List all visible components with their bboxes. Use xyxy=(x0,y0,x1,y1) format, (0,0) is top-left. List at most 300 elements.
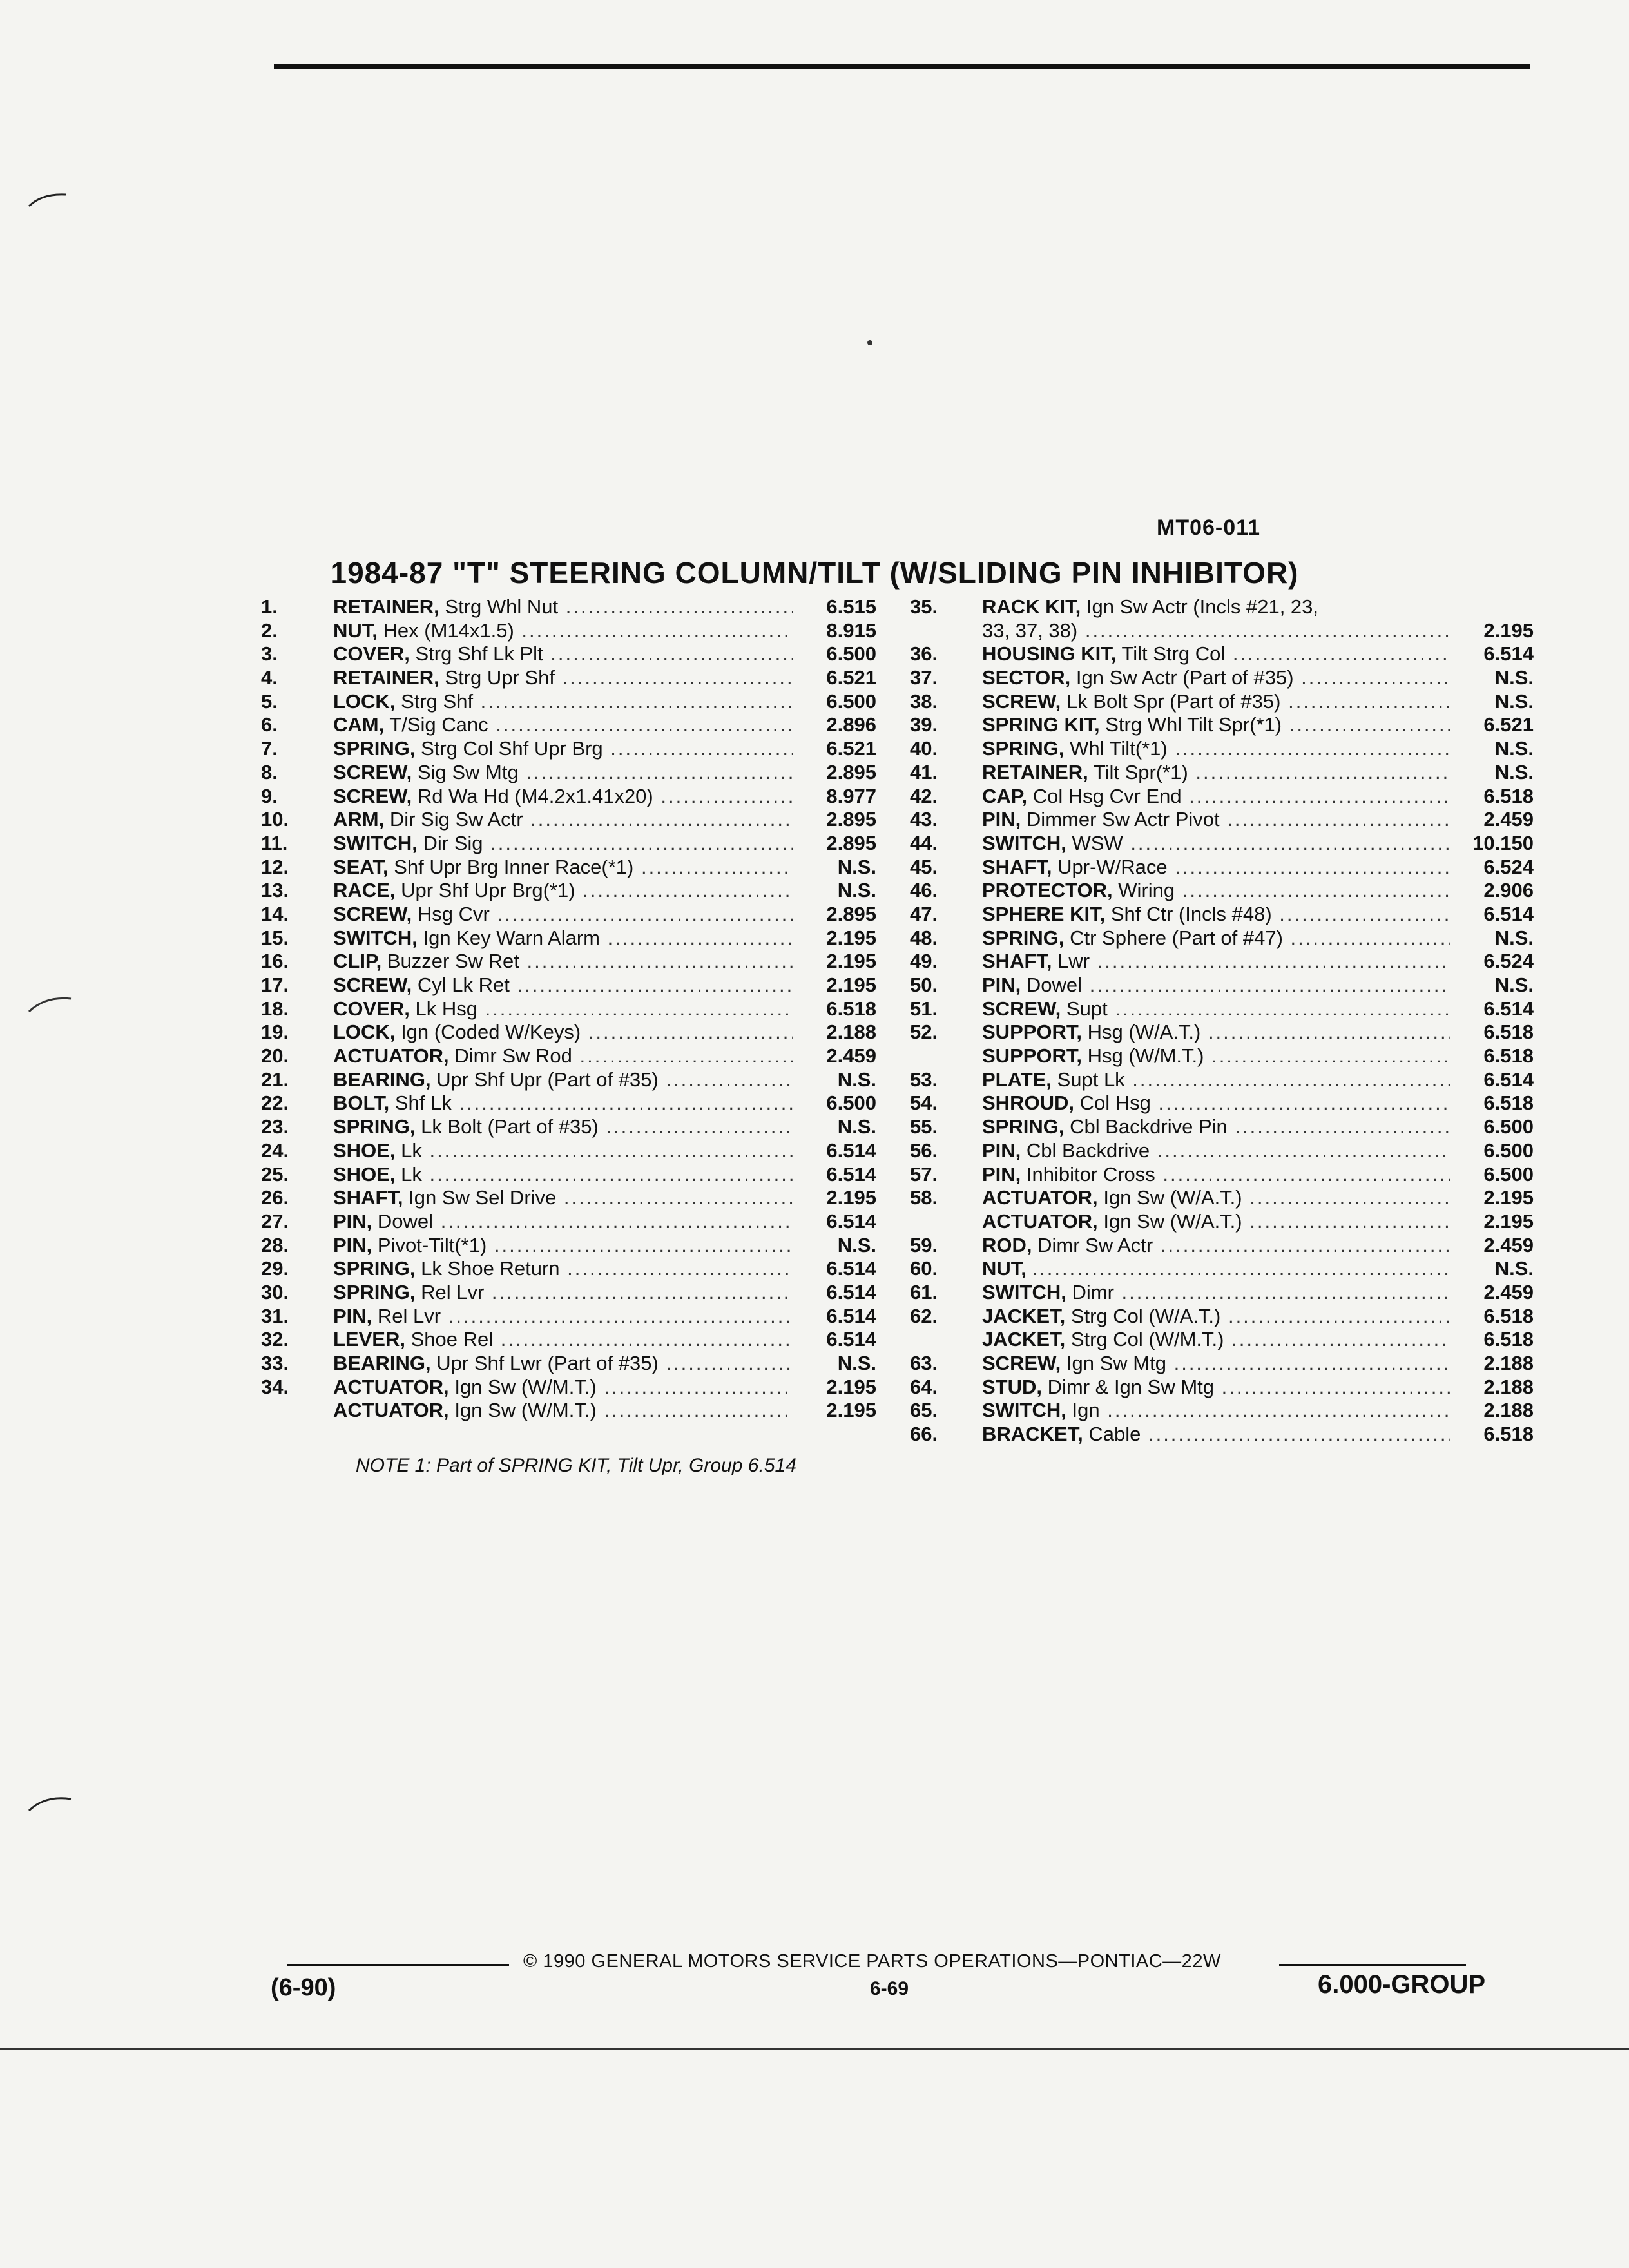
part-description xyxy=(333,761,793,784)
group-number: 2.195 xyxy=(1483,619,1534,642)
part-name: SHAFT, xyxy=(333,1186,403,1209)
part-name: CLIP, xyxy=(333,950,382,973)
part-row xyxy=(910,619,1534,643)
part-description xyxy=(333,856,793,879)
bottom-rule xyxy=(0,2048,1629,2050)
scan-mark xyxy=(26,992,77,1018)
part-number: 3. xyxy=(261,642,278,666)
group-number: 6.500 xyxy=(1483,1115,1534,1139)
part-row xyxy=(910,1186,1534,1210)
part-desc-text: Strg Col Shf Upr Brg xyxy=(421,737,603,760)
group-number: 6.514 xyxy=(1483,642,1534,666)
part-number: 53. xyxy=(910,1068,938,1091)
part-name: SPRING, xyxy=(982,1115,1065,1139)
part-desc-text: Ctr Sphere (Part of #47) xyxy=(1070,926,1283,949)
part-name: LEVER, xyxy=(333,1328,405,1351)
group-number: 2.188 xyxy=(826,1021,876,1044)
part-name: RETAINER, xyxy=(982,760,1088,783)
part-name: HOUSING KIT, xyxy=(982,642,1117,666)
part-number: 66. xyxy=(910,1423,938,1446)
part-description xyxy=(982,832,1450,855)
footer-date: (6-90) xyxy=(271,1974,336,2001)
part-name: SUPPORT, xyxy=(982,1044,1083,1068)
part-row xyxy=(261,1115,876,1139)
group-number: 8.915 xyxy=(826,619,876,642)
part-desc-text: Cbl Backdrive Pin xyxy=(1070,1115,1228,1139)
part-description xyxy=(333,1091,793,1115)
part-desc-text: 33, 37, 38) xyxy=(982,619,1078,642)
part-description xyxy=(982,595,1450,619)
part-desc-text: Whl Tilt(*1) xyxy=(1070,737,1168,760)
part-number: 39. xyxy=(910,713,938,736)
part-row xyxy=(910,903,1534,927)
group-number: N.S. xyxy=(1494,1257,1534,1280)
part-row xyxy=(261,974,876,997)
part-row xyxy=(261,1305,876,1329)
part-number: 58. xyxy=(910,1186,938,1209)
part-number: 55. xyxy=(910,1115,938,1139)
part-number: 45. xyxy=(910,855,938,878)
group-number: 8.977 xyxy=(826,784,876,807)
part-desc-text: Strg Col (W/A.T.) xyxy=(1070,1304,1221,1327)
part-row xyxy=(910,1068,1534,1092)
part-number: 37. xyxy=(910,666,938,689)
scan-mark xyxy=(26,1791,77,1817)
part-row xyxy=(910,1399,1534,1423)
part-desc-text: Ign Sw (W/M.T.) xyxy=(454,1375,597,1398)
part-desc-text: Ign Sw Sel Drive xyxy=(409,1186,557,1209)
part-number: 7. xyxy=(261,737,278,760)
part-number: 36. xyxy=(910,642,938,666)
part-row xyxy=(261,903,876,927)
part-row xyxy=(261,879,876,903)
part-number: 30. xyxy=(261,1280,289,1303)
part-description xyxy=(333,1139,793,1162)
part-number: 35. xyxy=(910,595,938,618)
group-number: N.S. xyxy=(1494,689,1534,713)
part-description xyxy=(982,808,1450,831)
part-desc-text: Wiring xyxy=(1118,879,1175,902)
part-number: 62. xyxy=(910,1304,938,1327)
part-name: PIN, xyxy=(982,974,1021,996)
part-desc-text: Dimmer Sw Actr Pivot xyxy=(1026,808,1220,831)
parts-list-right xyxy=(910,595,1534,1446)
part-name: JACKET, xyxy=(982,1304,1066,1327)
part-description xyxy=(333,1234,793,1257)
part-name: STUD, xyxy=(982,1375,1042,1398)
part-number: 23. xyxy=(261,1115,289,1139)
part-desc-text: Dimr Sw Rod xyxy=(454,1044,572,1068)
part-number: 16. xyxy=(261,950,289,973)
part-desc-text: Ign Sw Actr (Part of #35) xyxy=(1075,666,1294,689)
part-name: SHOE, xyxy=(333,1139,396,1162)
part-row xyxy=(261,1186,876,1210)
part-name: SPRING, xyxy=(982,737,1065,760)
part-desc-text: Dir Sig Sw Actr xyxy=(389,808,523,831)
part-row xyxy=(910,974,1534,997)
part-name: PROTECTOR, xyxy=(982,879,1113,902)
group-number: 2.195 xyxy=(826,974,876,996)
part-desc-text: Lk Bolt Spr (Part of #35) xyxy=(1066,689,1281,713)
part-description xyxy=(333,997,793,1021)
part-name: BOLT, xyxy=(333,1091,390,1115)
group-number: 10.150 xyxy=(1472,831,1534,854)
group-number: 6.518 xyxy=(1483,1423,1534,1446)
part-row xyxy=(261,713,876,737)
group-number: N.S. xyxy=(1494,974,1534,996)
part-desc-text: Rel Lvr xyxy=(421,1280,485,1303)
part-description xyxy=(982,1376,1450,1399)
part-number: 2. xyxy=(261,619,278,642)
part-number: 14. xyxy=(261,902,289,925)
part-name: RETAINER, xyxy=(333,595,439,618)
part-number: 5. xyxy=(261,689,278,713)
part-name: SPRING KIT, xyxy=(982,713,1100,736)
part-number: 20. xyxy=(261,1044,289,1068)
group-number: 6.514 xyxy=(826,1328,876,1351)
part-desc-text: Lk Shoe Return xyxy=(421,1257,560,1280)
part-number: 11. xyxy=(261,831,288,854)
part-number: 15. xyxy=(261,926,289,949)
group-number: 2.895 xyxy=(826,760,876,783)
part-name: JACKET, xyxy=(982,1328,1066,1351)
part-description xyxy=(982,761,1450,784)
group-number: N.S. xyxy=(837,1352,876,1374)
part-description xyxy=(333,737,793,760)
group-number: 6.514 xyxy=(826,1162,876,1186)
part-desc-text: Supt Lk xyxy=(1057,1068,1125,1091)
group-number: 6.500 xyxy=(1483,1162,1534,1186)
part-row xyxy=(261,1021,876,1044)
part-name: SWITCH, xyxy=(982,1280,1066,1303)
part-row xyxy=(261,856,876,879)
part-row xyxy=(910,1021,1534,1044)
part-name: SPRING, xyxy=(333,737,416,760)
part-description xyxy=(333,832,793,855)
part-row xyxy=(261,690,876,714)
part-description xyxy=(982,950,1450,973)
part-desc-text: Col Hsg xyxy=(1079,1091,1151,1115)
group-number: 6.514 xyxy=(1483,902,1534,925)
part-description xyxy=(333,927,793,950)
part-description xyxy=(982,1044,1450,1068)
group-number: 6.524 xyxy=(1483,855,1534,878)
part-name: SCREW, xyxy=(982,689,1061,713)
scan-mark xyxy=(866,339,875,348)
part-desc-text: T/Sig Canc xyxy=(389,713,488,736)
group-number: 6.514 xyxy=(826,1209,876,1233)
group-number: N.S. xyxy=(1494,737,1534,760)
part-name: SWITCH, xyxy=(982,831,1066,854)
group-number: 2.459 xyxy=(1483,1280,1534,1303)
part-desc-text: Ign Sw Mtg xyxy=(1066,1352,1166,1374)
part-row xyxy=(261,1281,876,1305)
part-description xyxy=(333,1186,793,1209)
group-number: 6.518 xyxy=(1483,1021,1534,1044)
group-number: 6.514 xyxy=(1483,997,1534,1020)
group-number: 6.521 xyxy=(1483,713,1534,736)
part-number: 17. xyxy=(261,974,289,996)
part-name: SPRING, xyxy=(333,1115,416,1139)
part-name: PIN, xyxy=(982,1139,1021,1162)
part-number: 56. xyxy=(910,1139,938,1162)
group-number: 6.521 xyxy=(826,666,876,689)
part-name: ACTUATOR, xyxy=(982,1209,1098,1233)
group-number: 6.521 xyxy=(826,737,876,760)
part-number: 27. xyxy=(261,1209,289,1233)
part-row xyxy=(261,1399,876,1423)
part-description xyxy=(982,619,1450,642)
part-number: 51. xyxy=(910,997,938,1020)
part-name: COVER, xyxy=(333,642,410,666)
part-description xyxy=(982,1210,1450,1233)
footer-group: 6.000-GROUP xyxy=(1318,1970,1486,1999)
part-row xyxy=(261,927,876,950)
part-number: 31. xyxy=(261,1304,289,1327)
part-row xyxy=(910,856,1534,879)
part-description xyxy=(982,737,1450,760)
part-name: SUPPORT, xyxy=(982,1021,1083,1044)
part-row xyxy=(261,642,876,666)
top-rule xyxy=(274,64,1530,69)
part-desc-text: Lk Hsg xyxy=(415,997,477,1020)
part-description xyxy=(982,1139,1450,1162)
part-number: 24. xyxy=(261,1139,289,1162)
part-desc-text: Hsg (W/A.T.) xyxy=(1087,1021,1201,1044)
part-desc-text: Sig Sw Mtg xyxy=(417,760,519,783)
part-name: SPHERE KIT, xyxy=(982,902,1106,925)
part-desc-text: Dir Sig xyxy=(423,831,483,854)
part-name: LOCK, xyxy=(333,1021,396,1044)
part-desc-text: Rd Wa Hd (M4.2x1.41x20) xyxy=(417,784,653,807)
part-description xyxy=(333,903,793,926)
part-description xyxy=(333,1376,793,1399)
group-number: 6.518 xyxy=(1483,1328,1534,1351)
part-name: RACE, xyxy=(333,879,396,902)
part-desc-text: Dowel xyxy=(1026,974,1083,996)
part-row xyxy=(261,1044,876,1068)
group-number: 6.515 xyxy=(826,595,876,618)
group-number: 2.895 xyxy=(826,831,876,854)
part-number: 4. xyxy=(261,666,278,689)
part-row xyxy=(261,1328,876,1352)
part-row xyxy=(261,1091,876,1115)
part-description xyxy=(333,1281,793,1304)
part-name: PIN, xyxy=(982,808,1021,831)
group-number: 2.195 xyxy=(1483,1186,1534,1209)
part-name: SCREW, xyxy=(982,1352,1061,1374)
group-number: 2.896 xyxy=(826,713,876,736)
part-description xyxy=(333,1352,793,1375)
part-row xyxy=(910,713,1534,737)
part-number: 1. xyxy=(261,595,278,618)
part-name: RETAINER, xyxy=(333,666,439,689)
group-number: 2.195 xyxy=(826,1186,876,1209)
part-number: 21. xyxy=(261,1068,289,1091)
part-row xyxy=(261,808,876,832)
part-description xyxy=(982,1068,1450,1091)
part-row xyxy=(910,879,1534,903)
part-row xyxy=(910,1305,1534,1329)
part-desc-text: Supt xyxy=(1066,997,1108,1020)
part-row xyxy=(910,1352,1534,1376)
part-description xyxy=(333,690,793,713)
group-number: 2.895 xyxy=(826,808,876,831)
part-name: PIN, xyxy=(333,1209,372,1233)
part-description xyxy=(333,666,793,689)
part-row xyxy=(910,1376,1534,1399)
part-desc-text: Shf Upr Brg Inner Race(*1) xyxy=(394,855,634,878)
part-desc-text: Ign Sw Actr (Incls #21, 23, xyxy=(1086,595,1319,618)
part-number: 50. xyxy=(910,974,938,996)
part-desc-text: Hex (M14x1.5) xyxy=(383,619,514,642)
part-description xyxy=(333,1115,793,1139)
part-desc-text: Lk xyxy=(401,1162,422,1186)
part-description xyxy=(982,1305,1450,1328)
part-description xyxy=(982,997,1450,1021)
part-number: 10. xyxy=(261,808,289,831)
part-description xyxy=(982,903,1450,926)
part-desc-text: Upr Shf Lwr (Part of #35) xyxy=(436,1352,659,1374)
part-row xyxy=(910,832,1534,856)
part-desc-text: Lwr xyxy=(1057,950,1090,973)
part-desc-text: Hsg Cvr xyxy=(417,902,490,925)
part-row xyxy=(261,619,876,643)
part-desc-text: Tilt Strg Col xyxy=(1121,642,1226,666)
part-desc-text: Strg Whl Nut xyxy=(445,595,559,618)
part-desc-text: Tilt Spr(*1) xyxy=(1093,760,1188,783)
part-row xyxy=(910,808,1534,832)
part-name: SEAT, xyxy=(333,855,389,878)
group-number: 2.188 xyxy=(1483,1399,1534,1422)
group-number: 2.195 xyxy=(826,950,876,973)
part-desc-text: Shf Lk xyxy=(394,1091,452,1115)
part-name: PIN, xyxy=(333,1233,372,1256)
part-name: CAM, xyxy=(333,713,385,736)
part-description xyxy=(982,974,1450,997)
group-number: 2.459 xyxy=(826,1044,876,1068)
part-name: ACTUATOR, xyxy=(333,1375,449,1398)
part-name: COVER, xyxy=(333,997,410,1020)
part-number: 25. xyxy=(261,1162,289,1186)
part-name: ROD, xyxy=(982,1233,1032,1256)
part-row xyxy=(910,1234,1534,1258)
part-description xyxy=(982,1091,1450,1115)
part-description xyxy=(333,1328,793,1351)
part-desc-text: Ign Key Warn Alarm xyxy=(423,926,601,949)
part-description xyxy=(982,1257,1450,1280)
part-number: 13. xyxy=(261,879,289,902)
group-number: 2.459 xyxy=(1483,808,1534,831)
part-row xyxy=(261,950,876,974)
part-description xyxy=(982,1328,1450,1351)
group-number: 6.500 xyxy=(826,689,876,713)
part-number: 57. xyxy=(910,1162,938,1186)
part-desc-text: Upr-W/Race xyxy=(1057,855,1168,878)
part-number: 40. xyxy=(910,737,938,760)
part-description xyxy=(333,595,793,619)
part-description xyxy=(982,879,1450,902)
part-description xyxy=(982,1186,1450,1209)
group-number: 6.518 xyxy=(1483,1304,1534,1327)
part-number: 29. xyxy=(261,1257,289,1280)
part-row xyxy=(261,1068,876,1092)
part-name: SHAFT, xyxy=(982,950,1052,973)
group-number: 2.188 xyxy=(1483,1375,1534,1398)
part-number: 19. xyxy=(261,1021,289,1044)
part-name: LOCK, xyxy=(333,689,396,713)
scan-mark xyxy=(26,187,71,213)
part-description xyxy=(982,1423,1450,1446)
part-number: 43. xyxy=(910,808,938,831)
part-number: 28. xyxy=(261,1233,289,1256)
part-name: BEARING, xyxy=(333,1352,431,1374)
part-desc-text: Shoe Rel xyxy=(410,1328,494,1351)
part-description xyxy=(982,642,1450,666)
part-description xyxy=(982,1399,1450,1422)
group-number: 6.518 xyxy=(1483,1044,1534,1068)
part-row xyxy=(910,1423,1534,1446)
part-number: 9. xyxy=(261,784,278,807)
part-number: 44. xyxy=(910,831,938,854)
footer-copyright: © 1990 GENERAL MOTORS SERVICE PARTS OPERATIONS—PONTIAC—22W xyxy=(523,1951,1221,1972)
group-number: N.S. xyxy=(837,855,876,878)
group-number: 2.188 xyxy=(1483,1352,1534,1374)
part-desc-text: Cable xyxy=(1088,1423,1141,1446)
part-row xyxy=(910,666,1534,690)
part-desc-text: Strg Shf xyxy=(401,689,474,713)
figure-code: MT06-011 xyxy=(1157,515,1261,540)
part-description xyxy=(982,1163,1450,1186)
group-number: 2.195 xyxy=(826,1375,876,1398)
part-desc-text: Dimr xyxy=(1072,1280,1114,1303)
part-desc-text: Upr Shf Upr Brg(*1) xyxy=(401,879,575,902)
part-row xyxy=(910,785,1534,809)
part-number: 49. xyxy=(910,950,938,973)
group-number: 6.514 xyxy=(826,1280,876,1303)
part-name: SCREW, xyxy=(333,760,412,783)
group-number: N.S. xyxy=(837,1068,876,1091)
part-description xyxy=(982,1021,1450,1044)
part-number: 48. xyxy=(910,926,938,949)
part-desc-text: Upr Shf Upr (Part of #35) xyxy=(436,1068,659,1091)
part-description xyxy=(982,713,1450,736)
part-row xyxy=(910,1257,1534,1281)
part-name: ARM, xyxy=(333,808,385,831)
part-number: 47. xyxy=(910,902,938,925)
part-row xyxy=(910,1115,1534,1139)
part-name: SPRING, xyxy=(982,926,1065,949)
part-number: 26. xyxy=(261,1186,289,1209)
part-desc-text: Buzzer Sw Ret xyxy=(387,950,519,973)
part-number: 6. xyxy=(261,713,278,736)
part-desc-text: Col Hsg Cvr End xyxy=(1032,784,1182,807)
part-desc-text: Ign Sw (W/M.T.) xyxy=(454,1399,597,1422)
part-number: 41. xyxy=(910,760,938,783)
part-desc-text: Shf Ctr (Incls #48) xyxy=(1110,902,1272,925)
group-number: 6.500 xyxy=(826,642,876,666)
part-number: 63. xyxy=(910,1352,938,1374)
part-row xyxy=(261,785,876,809)
part-description xyxy=(333,642,793,666)
part-row xyxy=(261,832,876,856)
part-number: 32. xyxy=(261,1328,289,1351)
part-row xyxy=(261,666,876,690)
footer-rule-right xyxy=(1279,1964,1466,1966)
part-name: ACTUATOR, xyxy=(333,1044,449,1068)
part-description xyxy=(333,1021,793,1044)
part-description xyxy=(333,1305,793,1328)
